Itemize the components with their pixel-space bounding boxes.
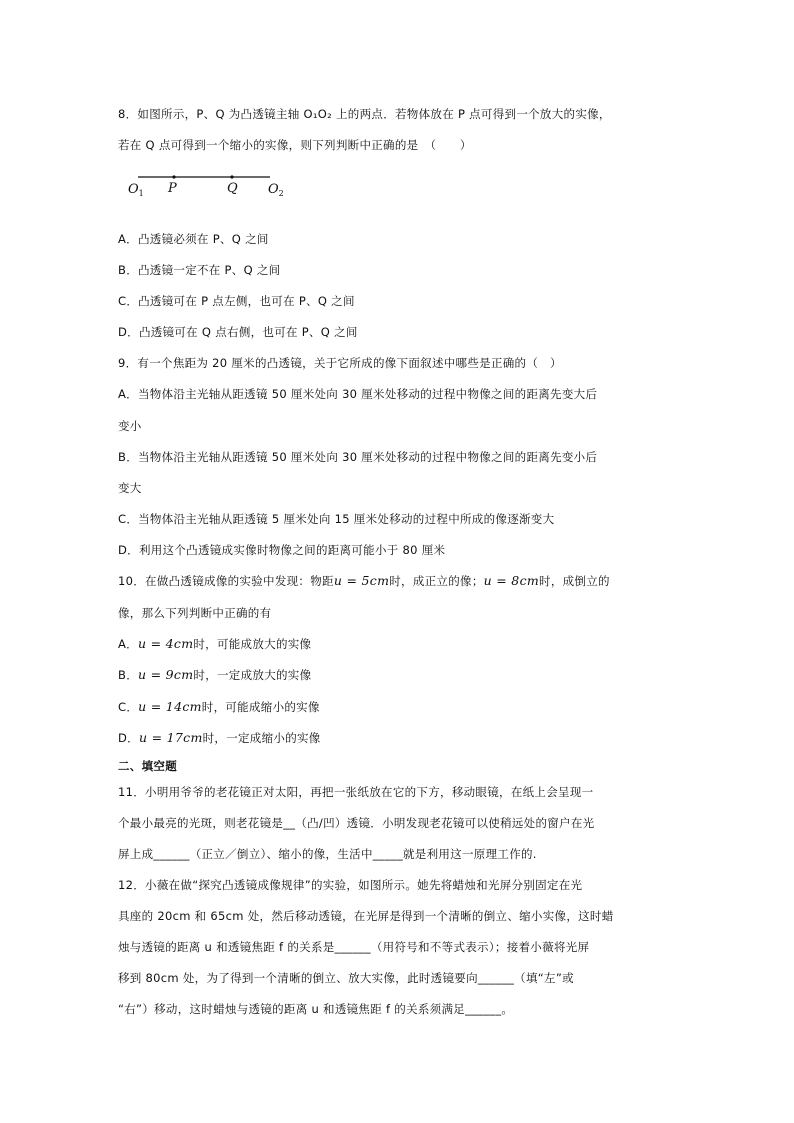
q10-formula-u5: u = 5cm xyxy=(333,573,390,588)
q10-option-b-label: B． xyxy=(118,668,138,682)
q10-option-d-text: 时，一定成缩小的实像 xyxy=(202,731,321,745)
point-q-dot xyxy=(230,175,233,178)
q10-stem-line-2: 像，那么下列判断中正确的有 xyxy=(118,606,272,620)
point-p-dot xyxy=(172,175,175,178)
q9-option-c: C．当物体沿主光轴从距透镜 5 厘米处向 15 厘米处移动的过程中所成的像逐渐变大 xyxy=(118,512,555,526)
q10-formula-u8: u = 8cm xyxy=(483,573,540,588)
q11-line-2: 个最小最亮的光斑，则老花镜是__（凸/凹）透镜．小明发现老花镜可以使稍远处的窗户在光 xyxy=(118,816,595,830)
q10-option-a-formula: u = 4cm xyxy=(137,636,194,651)
q10-option-a xyxy=(118,636,311,652)
q10-stem-text-3: 时，成倒立的 xyxy=(539,574,610,588)
q10-option-b xyxy=(118,667,311,683)
q10-option-b-formula: u = 9cm xyxy=(138,667,194,682)
q8-principal-axis-diagram xyxy=(118,168,298,200)
q12-line-5: “右”）移动，这时蜡烛与透镜的距离 u 和透镜焦距 f 的关系须满足______。 xyxy=(118,1002,514,1016)
q10-option-c-text: 时，可能成缩小的实像 xyxy=(201,700,320,714)
q10-option-b-text: 时，一定成放大的实像 xyxy=(193,668,312,682)
q10-option-d-label: D． xyxy=(118,731,139,745)
q11-line-1: 11．小明用爷爷的老花镜正对太阳，再把一张纸放在它的下方，移动眼镜，在纸上会呈现一 xyxy=(118,785,594,799)
q8-option-b: B．凸透镜一定不在 P、Q 之间 xyxy=(118,263,281,277)
q9-option-b-line-2: 变大 xyxy=(118,481,142,495)
q10-option-a-label: A． xyxy=(118,637,138,651)
q8-stem-line-2: 若在 Q 点可得到一个缩小的实像，则下列判断中正确的是 （ ） xyxy=(118,138,472,152)
q12-line-3: 烛与透镜的距离 u 和透镜焦距 f 的关系是______（用符号和不等式表示）；接着小薇将光屏 xyxy=(118,940,590,954)
q9-option-a-line-2: 变小 xyxy=(118,419,142,433)
q8-stem-line-1: 8．如图所示，P、Q 为凸透镜主轴 O₁O₂ 上的两点．若物体放在 P 点可得到一个放大的实像， xyxy=(118,107,611,121)
q11-line-3: 屏上成______（正立／倒立）、缩小的像，生活中_____就是利用这一原理工作的. xyxy=(118,847,537,861)
q10-stem-line-1 xyxy=(118,573,610,589)
section-heading-fill-in: 二、填空题 xyxy=(118,759,177,773)
q8-option-a: A．凸透镜必须在 P、Q 之间 xyxy=(118,232,269,246)
q10-option-c xyxy=(118,699,320,715)
label-o1: $O_1$ xyxy=(128,182,144,198)
q10-stem-text-1: 10．在做凸透镜成像的实验中发现：物距 xyxy=(118,574,334,588)
q10-option-d xyxy=(118,730,321,746)
q12-line-4: 移到 80cm 处，为了得到一个清晰的倒立、放大实像，此时透镜要向______（填“左”或 xyxy=(118,971,574,985)
q10-stem-text-2: 时，成正立的像； xyxy=(389,574,484,588)
label-q: Q xyxy=(227,181,238,196)
q9-option-d: D．利用这个凸透镜成实像时物像之间的距离可能小于 80 厘米 xyxy=(118,543,446,557)
q10-option-c-label: C． xyxy=(118,700,139,714)
q8-option-c: C．凸透镜可在 P 点左侧，也可在 P、Q 之间 xyxy=(118,294,355,308)
q9-option-a-line-1: A．当物体沿主光轴从距透镜 50 厘米处向 30 厘米处移动的过程中物像之间的距离先变大后 xyxy=(118,387,598,401)
q8-option-d: D．凸透镜可在 Q 点右侧，也可在 P、Q 之间 xyxy=(118,325,358,339)
q9-stem: 9．有一个焦距为 20 厘米的凸透镜，关于它所成的像下面叙述中哪些是正确的（ ） xyxy=(118,356,562,370)
q10-option-d-formula: u = 17cm xyxy=(138,730,203,745)
q10-option-a-text: 时，可能成放大的实像 xyxy=(193,637,312,651)
q9-option-b-line-1: B．当物体沿主光轴从距透镜 50 厘米处向 30 厘米处移动的过程中物像之间的距离先变小后 xyxy=(118,450,598,464)
label-o2: $O_2$ xyxy=(268,182,284,198)
q12-line-1: 12．小薇在做“探究凸透镜成像规律”的实验，如图所示。她先将蜡烛和光屏分别固定在光 xyxy=(118,878,583,892)
label-p: P xyxy=(168,181,177,196)
q10-option-c-formula: u = 14cm xyxy=(138,699,202,714)
q12-line-2: 具座的 20cm 和 65cm 处，然后移动透镜，在光屏是得到一个清晰的倒立、缩小实像，这时蜡 xyxy=(118,909,614,923)
